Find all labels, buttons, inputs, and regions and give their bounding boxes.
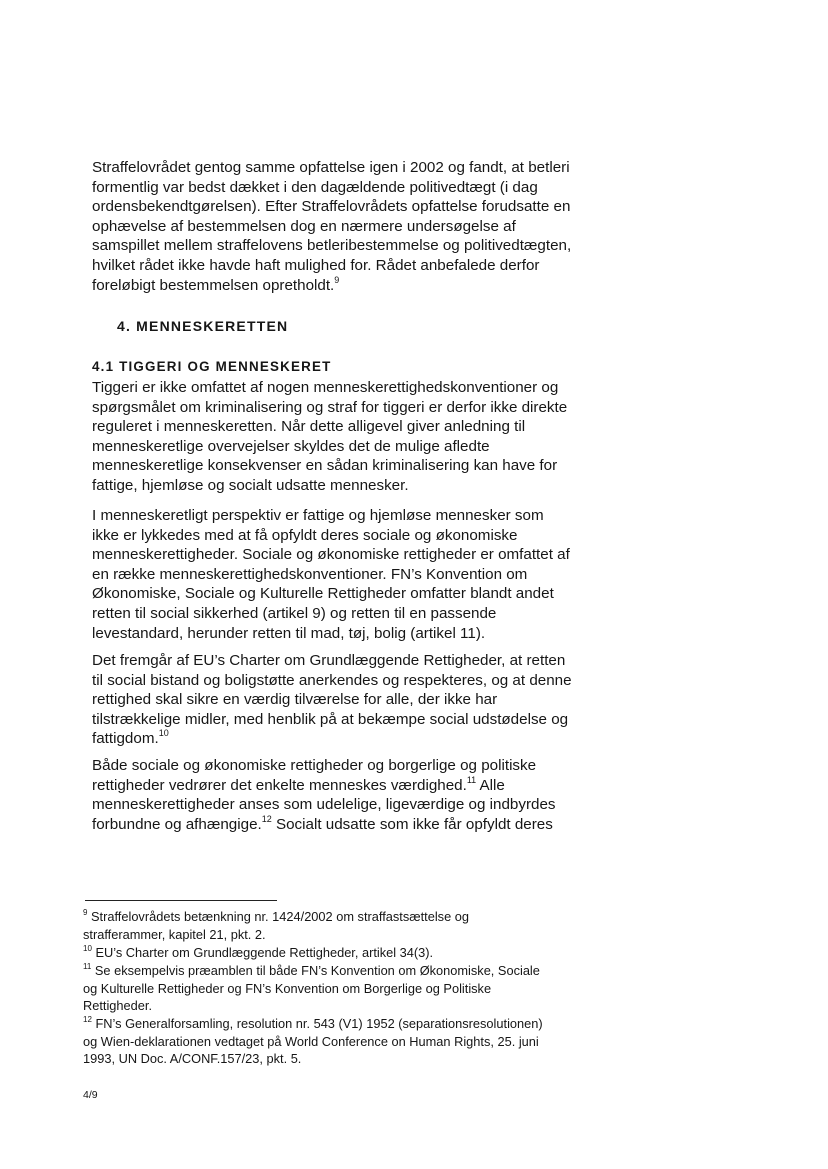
footnote-number: 11 xyxy=(83,961,92,971)
footnote-text: EU’s Charter om Grundlæggende Rettigheder, artikel 34(3). xyxy=(91,945,434,960)
footnote-11 xyxy=(83,962,553,1015)
paragraph-text: Socialt udsatte som ikke får opfyldt deres xyxy=(271,815,553,833)
paragraph-straffelovraadet xyxy=(92,158,572,295)
paragraph-tiggeri xyxy=(92,378,572,496)
subsection-heading: 4.1 TIGGERI OG MENNESKERET xyxy=(92,359,332,374)
footnote-ref: 9 xyxy=(334,274,340,285)
paragraph-eu-charter xyxy=(92,651,572,749)
footnote-ref: 12 xyxy=(261,813,272,824)
footnote-9 xyxy=(83,908,553,943)
footnote-text: Se eksempelvis præamblen til både FN’s Konvention om Økonomiske, Sociale og Kulturelle Rettigheder og FN’s Konvention om Borgerlige og Politiske Rettigheder. xyxy=(83,963,540,1014)
paragraph-rettigheder xyxy=(92,756,572,834)
paragraph-text: Tiggeri er ikke omfattet af nogen menneskerettighedskonventioner og spørgsmålet om kriminalisering og straf for tiggeri er derfor ikke direkte reguleret i menneskeretten. Når dette alligevel giver anledning til menneskeretlige overvejelser skyldes det de mulige afledte menneskeretlige konsekvenser en sådan kriminalisering kan have for fattige, hjemløse og socialt udsatte mennesker. xyxy=(92,379,568,494)
paragraph-perspektiv xyxy=(92,506,572,643)
paragraph-text: Både sociale og økonomiske rettigheder og borgerlige og politiske rettigheder vedrører det enkelte menneskes værdighed. xyxy=(92,757,537,794)
footnote-ref: 11 xyxy=(466,774,477,785)
paragraph-text: I menneskeretligt perspektiv er fattige og hjemløse mennesker som ikke er lykkedes med at få opfyldt deres sociale og økonomiske menneskerettigheder. Sociale og økonomiske rettigheder er omfattet af en række menneskerettighedskonventioner. FN’s Konvention om Økonomiske, Sociale og Kulturelle Rettigheder omfatter blandt andet retten til social sikkerhed (artikel 9) og retten til en passende levestandard, herunder retten til mad, tøj, bolig (artikel 11). xyxy=(92,507,570,642)
page-number: 4/9 xyxy=(83,1089,98,1101)
footnote-ref: 10 xyxy=(158,728,169,739)
footnote-12 xyxy=(83,1015,553,1068)
footnote-number: 12 xyxy=(83,1014,92,1024)
footnote-text: Straffelovrådets betænkning nr. 1424/2002 om straffastsættelse og strafferammer, kapitel 21, pkt. 2. xyxy=(83,909,469,942)
footnote-number: 9 xyxy=(83,907,88,917)
footnote-number: 10 xyxy=(83,943,92,953)
footnote-text: FN’s Generalforsamling, resolution nr. 543 (V1) 1952 (separationsresolutionen) og Wien-deklarationen vedtaget på World Conference on Human Rights, 25. juni 1993, UN Doc. A/CONF.157/23, pkt. 5. xyxy=(83,1016,543,1067)
footnote-10 xyxy=(83,944,553,962)
paragraph-text: Straffelovrådet gentog samme opfattelse igen i 2002 og fandt, at betleri formentlig var bedst dækket i den dagældende politivedtægt (i dag ordensbekendtgørelsen). Efter Straffelovrådets opfattelse forudsatte en ophævelse af bestemmelsen dog en nærmere undersøgelse af samspillet mellem straffelovens betleribestemmelse og politivedtægten, hvilket rådet ikke havde haft mulighed for. Rådet anbefalede derfor foreløbigt bestemmelsen opretholdt. xyxy=(92,159,572,294)
footnote-separator xyxy=(85,900,277,901)
paragraph-text: Alle menneskerettigheder anses som udelelige, ligeværdige og indbyrdes forbundne og afhængige. xyxy=(92,776,556,833)
section-heading: 4. MENNESKERETTEN xyxy=(117,318,289,334)
paragraph-text: Det fremgår af EU’s Charter om Grundlæggende Rettigheder, at retten til social bistand og boligstøtte anerkendes og respekteres, og at denne rettighed skal sikre en værdig tilværelse for alle, der ikke har tilstrækkelige midler, med henblik på at bekæmpe social udstødelse og fattigdom. xyxy=(92,652,572,748)
